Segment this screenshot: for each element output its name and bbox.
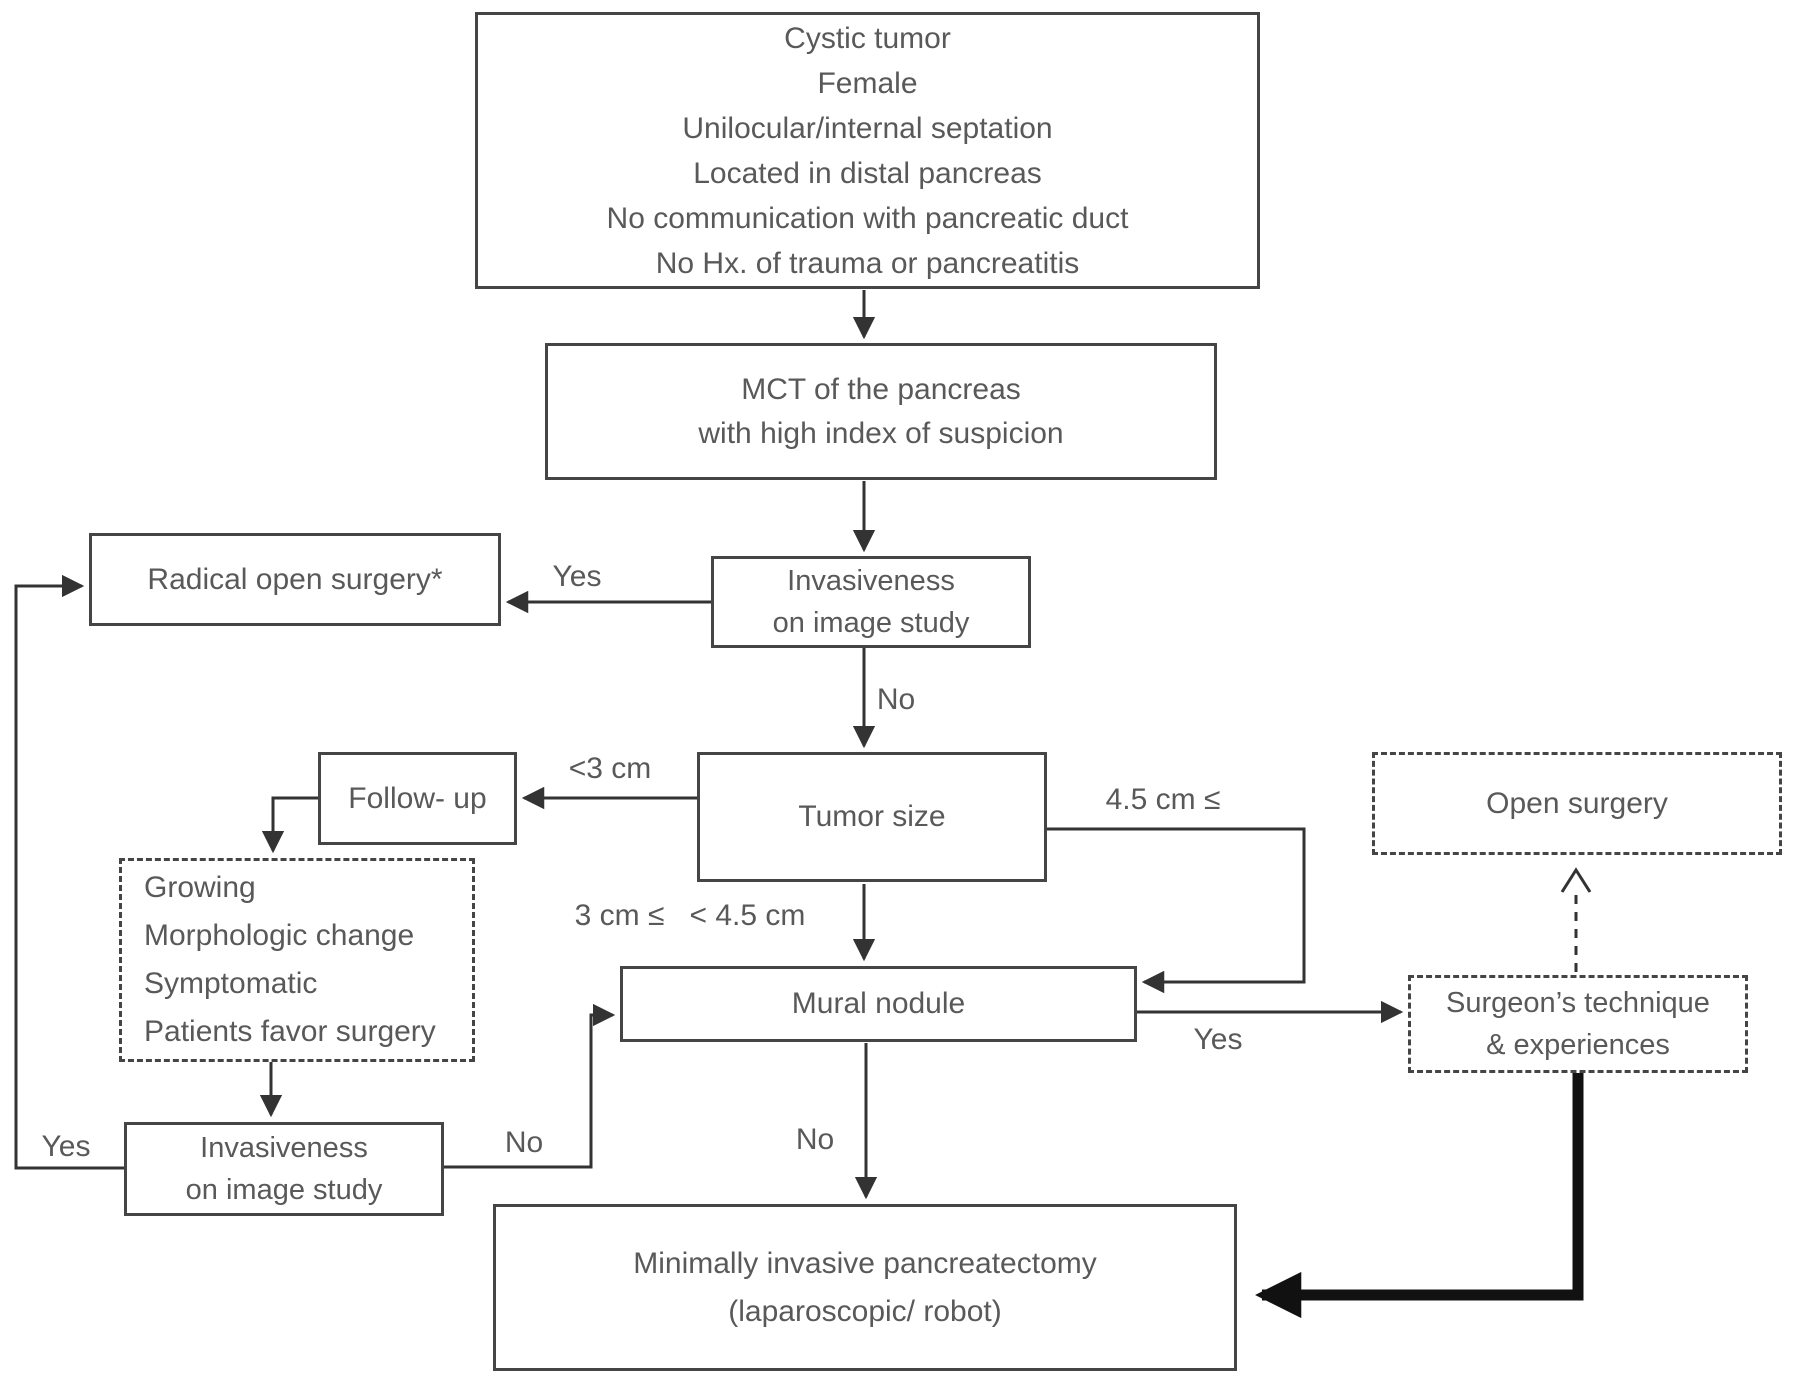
edge-label-no-mural-nodule: No [795, 1123, 835, 1156]
edge-follow-to-criteria [273, 798, 318, 851]
node-line: Located in distal pancreas [693, 156, 1042, 190]
node-line: Symptomatic [144, 967, 318, 1000]
edge-surgeon-to-minimal [1262, 1073, 1578, 1295]
node-open-surgery [1372, 752, 1782, 855]
edge-label-4-5cm-or-more: 4.5 cm ≤ [1105, 783, 1221, 816]
node-follow-up [318, 752, 517, 845]
edge-invasiveness2-yes-radical [16, 586, 124, 1168]
node-line: Morphologic change [144, 919, 415, 952]
node-tumor-size [697, 752, 1047, 882]
node-radical-open-surgery [89, 533, 501, 626]
node-mural-nodule [620, 966, 1137, 1042]
node-surgeon-technique-experiences [1408, 975, 1748, 1073]
node-line: Open surgery [1486, 786, 1668, 820]
node-line: Surgeon’s technique [1446, 987, 1710, 1019]
node-line: Cystic tumor [784, 21, 951, 55]
node-cystic-tumor-criteria [475, 12, 1260, 289]
node-line: Minimally invasive pancreatectomy [633, 1246, 1097, 1280]
node-line: Female [817, 66, 918, 100]
node-line: Mural nodule [791, 987, 966, 1020]
edge-label-no-invasiveness1: No [876, 683, 916, 716]
node-line: Invasiveness [200, 1132, 368, 1164]
edge-label-yes-invasiveness2: Yes [41, 1130, 91, 1163]
node-line: Follow- up [348, 781, 487, 815]
node-invasiveness-on-image-study-2 [124, 1122, 444, 1216]
node-line: MCT of the pancreas [741, 372, 1021, 406]
node-invasiveness-on-image-study-1 [711, 556, 1031, 648]
node-line: Radical open surgery* [147, 562, 443, 596]
node-line: No Hx. of trauma or pancreatitis [655, 246, 1080, 280]
edge-label-less-than-3cm: <3 cm [568, 752, 652, 785]
edge-label-yes-invasiveness1: Yes [552, 560, 602, 593]
node-line: on image study [772, 607, 970, 639]
node-line: No communication with pancreatic duct [606, 201, 1129, 235]
node-mct-pancreas [545, 343, 1217, 480]
node-line: Unilocular/internal septation [682, 111, 1053, 145]
node-line: Tumor size [798, 800, 946, 833]
node-line: Growing [144, 871, 256, 904]
edge-label-3-to-4-5cm: 3 cm ≤ < 4.5 cm [574, 899, 806, 932]
node-line: Invasiveness [787, 565, 955, 597]
node-line: with high index of suspicion [698, 416, 1064, 450]
edge-label-yes-mural-nodule: Yes [1193, 1023, 1243, 1056]
node-surgery-criteria [119, 858, 475, 1062]
open-arrowhead [1562, 870, 1590, 892]
edge-label-no-invasiveness2: No [504, 1126, 544, 1159]
node-minimally-invasive-pancreatectomy [493, 1204, 1237, 1371]
node-line: on image study [185, 1174, 383, 1206]
node-line: Patients favor surgery [144, 1015, 436, 1048]
node-line: & experiences [1486, 1029, 1670, 1061]
edge-tumor-ge45-mural [1047, 829, 1304, 982]
node-line: (laparoscopic/ robot) [728, 1294, 1002, 1328]
